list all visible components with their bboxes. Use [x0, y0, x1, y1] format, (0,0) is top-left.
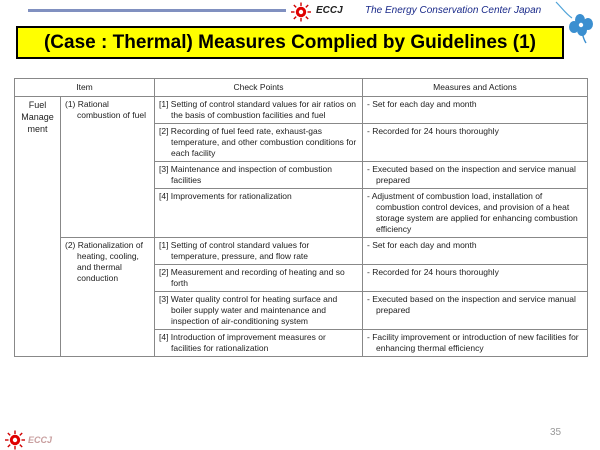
measure: - Facility improvement or introduction of new facilities for enhancing thermal efficiency	[363, 330, 588, 357]
eccj-sun-logo-icon	[4, 430, 26, 450]
item-label: (1) Rational combustion of fuel	[61, 97, 155, 238]
slide-header	[0, 0, 600, 24]
group-label: Fuel Manage ment	[15, 97, 61, 357]
check-point: [4] Introduction of improvement measures or facilities for rationalization	[155, 330, 363, 357]
header-rule	[28, 9, 286, 12]
slide-title: (Case : Thermal) Measures Complied by Guidelines (1)	[43, 31, 536, 53]
check-point: [1] Setting of control standard values for temperature, pressure, and flow rate	[155, 238, 363, 265]
item-label: (2) Rationalization of heating, cooling, and thermal conduction	[61, 238, 155, 357]
measure: - Executed based on the inspection and service manual prepared	[363, 292, 588, 330]
table-row	[15, 238, 588, 265]
measure: - Set for each day and month	[363, 238, 588, 265]
organization-name: The Energy Conservation Center Japan	[365, 5, 542, 16]
column-header-measures: Measures and Actions	[363, 79, 588, 97]
measure: - Recorded for 24 hours thoroughly	[363, 265, 588, 292]
check-point: [1] Setting of control standard values for air ratios on the basis of combustion facilities and fuel	[155, 97, 363, 124]
page-number: 35	[550, 427, 562, 438]
eccj-sun-logo-icon	[290, 2, 312, 22]
measure: - Adjustment of combustion load, installation of combustion control devices, and provision of a heat storage system are applied for enhancing combustion efficiency	[363, 189, 588, 238]
footer-brand: ECCJ	[28, 435, 53, 445]
check-point: [2] Recording of fuel feed rate, exhaust-gas temperature, and other combustion conditions for each facility	[155, 124, 363, 162]
table-row	[15, 97, 588, 124]
check-point: [2] Measurement and recording of heating and so forth	[155, 265, 363, 292]
column-header-item: Item	[15, 79, 155, 97]
measure: - Set for each day and month	[363, 97, 588, 124]
measures-table	[14, 78, 588, 357]
column-header-check-points: Check Points	[155, 79, 363, 97]
table-header-row	[15, 79, 588, 97]
measure: - Executed based on the inspection and service manual prepared	[363, 162, 588, 189]
brand-name: ECCJ	[316, 5, 343, 16]
check-point: [4] Improvements for rationalization	[155, 189, 363, 238]
check-point: [3] Maintenance and inspection of combustion facilities	[155, 162, 363, 189]
slide-title-box	[16, 26, 564, 59]
check-point: [3] Water quality control for heating surface and boiler supply water and maintenance and inspection of air-conditioning system	[155, 292, 363, 330]
measure: - Recorded for 24 hours thoroughly	[363, 124, 588, 162]
